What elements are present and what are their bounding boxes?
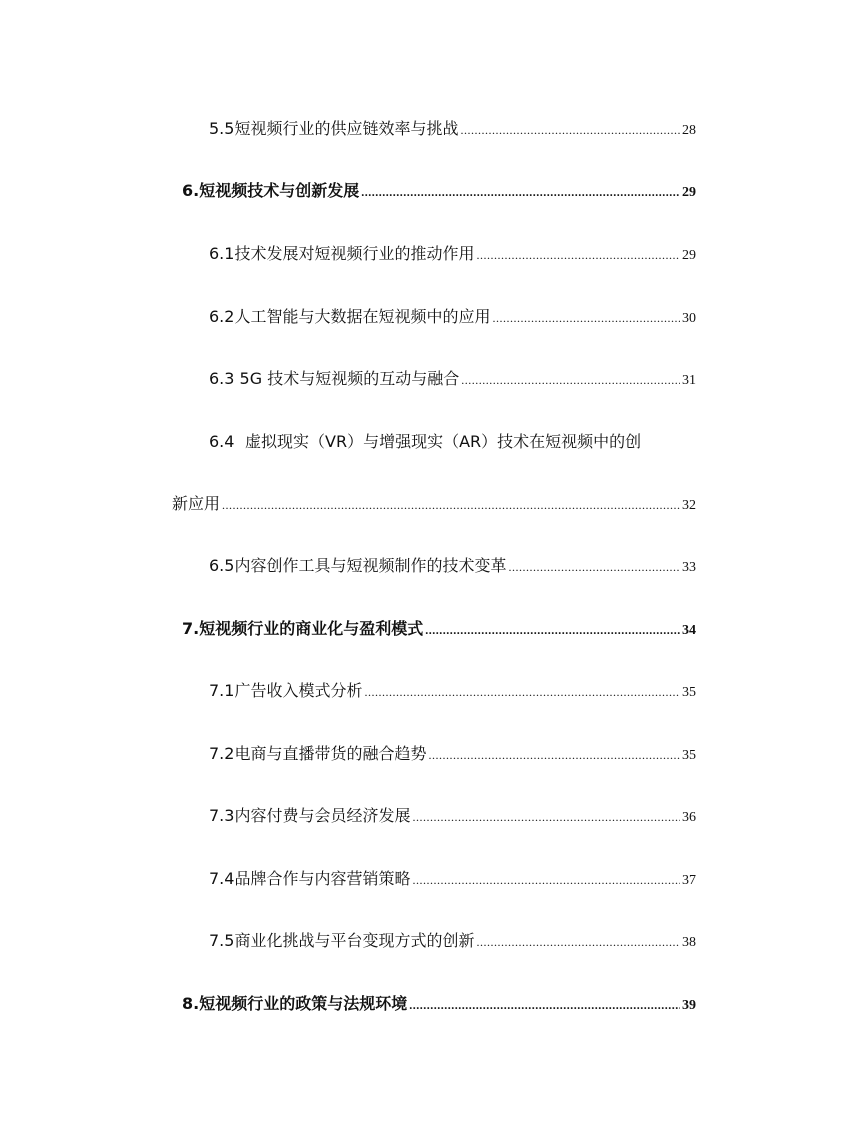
toc-entry-number: 6.1	[209, 244, 235, 263]
toc-entry-number: 7.1	[209, 681, 235, 700]
toc-leader-dots	[364, 682, 680, 702]
toc-entry[interactable]	[209, 432, 641, 452]
toc-entry-title: 人工智能与大数据在短视频中的应用	[234, 307, 491, 326]
toc-entry-title: 商业化挑战与平台变现方式的创新	[234, 931, 475, 950]
toc-entry[interactable]	[209, 869, 696, 891]
toc-entry[interactable]	[209, 369, 696, 391]
toc-entry[interactable]	[209, 307, 696, 329]
toc-entry-title: 短视频行业的供应链效率与挑战	[234, 119, 459, 138]
toc-entry[interactable]	[209, 931, 696, 953]
toc-entry-title: 技术发展对短视频行业的推动作用	[234, 244, 475, 263]
toc-entry-title: 短视频行业的政策与法规环境	[199, 994, 408, 1013]
toc-entry[interactable]	[209, 556, 696, 578]
toc-entry-page: 32	[682, 498, 696, 513]
toc-entry-number: 7.	[182, 619, 200, 638]
toc-entry-number: 8.	[182, 994, 200, 1013]
toc-leader-dots	[460, 120, 680, 140]
toc-entry-title: 内容创作工具与短视频制作的技术变革	[234, 556, 507, 575]
toc-leader-dots	[476, 932, 680, 952]
toc-entry-page: 35	[682, 748, 696, 763]
toc-leader-dots	[409, 995, 680, 1015]
toc-entry-number: 7.3	[209, 806, 235, 825]
toc-leader-dots	[425, 620, 680, 640]
toc-leader-dots	[508, 557, 680, 577]
toc-entry-title: 广告收入模式分析	[234, 681, 363, 700]
toc-entry-title: 内容付费与会员经济发展	[234, 806, 411, 825]
toc-entry-title: 短视频行业的商业化与盈利模式	[199, 619, 424, 638]
toc-entry[interactable]	[209, 806, 696, 828]
toc-entry-page: 39	[682, 998, 696, 1013]
toc-entry-number: 5.5	[209, 119, 235, 138]
toc-entry-page: 29	[682, 185, 696, 200]
toc-leader-dots	[412, 870, 680, 890]
toc-leader-dots	[412, 807, 680, 827]
toc-entry-number: 6.	[182, 181, 200, 200]
toc-entry[interactable]	[209, 119, 696, 141]
toc-entry-number: 7.5	[209, 931, 235, 950]
toc-leader-dots	[222, 495, 680, 515]
toc-entry-title: 虚拟现实（VR）与增强现实（AR）技术在短视频中的创	[245, 432, 642, 451]
toc-entry[interactable]	[209, 244, 696, 266]
toc-entry-number: 7.4	[209, 869, 235, 888]
toc-entry-number: 6.4	[209, 432, 235, 451]
toc-entry-title: 新应用	[172, 494, 221, 513]
toc-entry-page: 33	[682, 560, 696, 575]
toc-entry-page: 31	[682, 373, 696, 388]
toc-leader-dots	[476, 245, 680, 265]
toc-entry-page: 36	[682, 810, 696, 825]
toc-entry[interactable]	[182, 994, 696, 1016]
toc-entry-title: 短视频技术与创新发展	[199, 181, 360, 200]
toc-entry-title: 6.3 5G 技术与短视频的互动与融合	[209, 369, 460, 388]
toc-entry-continuation[interactable]	[172, 494, 696, 516]
toc-leader-dots	[361, 182, 680, 202]
toc-entry-title: 电商与直播带货的融合趋势	[234, 744, 427, 763]
toc-entry[interactable]	[182, 619, 696, 641]
toc-entry[interactable]	[182, 181, 696, 203]
toc-entry[interactable]	[209, 681, 696, 703]
toc-entry-page: 28	[682, 123, 696, 138]
toc-entry-page: 34	[682, 623, 696, 638]
toc-entry-page: 35	[682, 685, 696, 700]
toc-entry-page: 37	[682, 873, 696, 888]
toc-leader-dots	[461, 370, 680, 390]
toc-entry-page: 29	[682, 248, 696, 263]
toc-entry-number: 7.2	[209, 744, 235, 763]
toc-entry-number: 6.5	[209, 556, 235, 575]
toc-entry[interactable]	[209, 744, 696, 766]
toc-entry-title: 品牌合作与内容营销策略	[234, 869, 411, 888]
toc-entry-number: 6.2	[209, 307, 235, 326]
toc-leader-dots	[492, 308, 680, 328]
toc-leader-dots	[428, 745, 680, 765]
toc-entry-page: 30	[682, 311, 696, 326]
toc-entry-page: 38	[682, 935, 696, 950]
